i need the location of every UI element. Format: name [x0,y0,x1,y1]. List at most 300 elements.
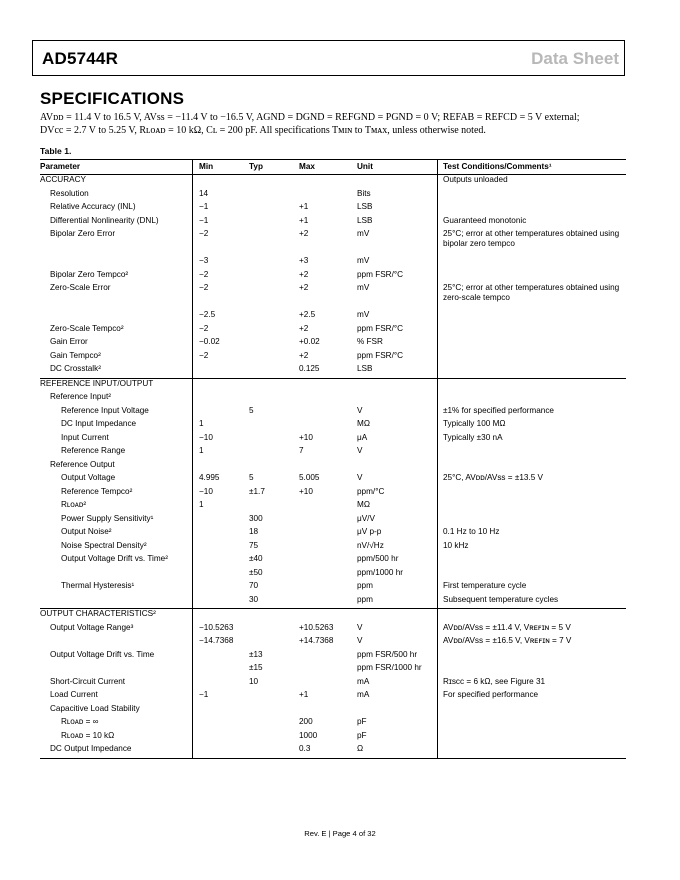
table-row [40,744,626,758]
cell-parameter [40,256,193,270]
cell-max [299,406,357,420]
cell-max [299,378,357,392]
table-row [40,704,626,718]
table-row [40,351,626,365]
cell-unit: mV [357,229,438,256]
cell-max [299,175,357,189]
cell-conditions [438,568,627,582]
cell-max [299,554,357,568]
part-number: AD5744R [42,49,119,68]
cell-typ [249,446,299,460]
table-row [40,527,626,541]
cell-min: −2 [199,283,209,292]
table-row [40,731,626,745]
cell-conditions: For specified performance [443,690,539,699]
cell-conditions [438,554,627,568]
cell-unit: V [357,446,438,460]
cell-min: −10 [199,432,213,442]
cell-max: 0.3 [299,744,357,758]
cell-conditions [438,310,627,324]
cell-parameter [40,554,193,568]
table-row [40,324,626,338]
cell-unit: Bits [357,189,438,203]
cell-unit: ppm [357,581,438,595]
parameter-label: Rʟᴏᴀᴅ = 10 kΩ [61,730,115,740]
cell-parameter [40,623,193,637]
cell-min: 1 [199,419,204,428]
column-header-max: Max [299,162,315,171]
table-row [40,717,626,731]
cell-typ [249,378,299,392]
parameter-label: Reference Range [61,446,126,455]
cell-min [193,581,250,595]
cell-unit: LSB [357,364,438,378]
cell-typ: 10 [249,676,259,686]
cell-typ: ±50 [249,567,263,577]
table-section-row [40,609,626,623]
cell-min: −1 [199,215,209,225]
table-row [40,337,626,351]
cell-max [299,189,357,203]
cell-max: +2 [299,283,309,292]
cell-typ [249,609,299,623]
cell-min: −3 [199,256,209,265]
cell-unit: mA [357,690,438,704]
cell-typ [249,704,299,718]
table-row [40,229,626,256]
cell-conditions: 25°C; error at other temperatures obtained using bipolar zero tempco [443,229,620,248]
cell-max [299,677,357,691]
parameter-label: Gain Tempco² [50,350,101,360]
cell-parameter [40,487,193,501]
parameter-label: ACCURACY [40,175,86,184]
table-row [40,283,626,310]
table-row [40,419,626,433]
cell-max: +1 [299,202,309,211]
cell-min [193,663,250,677]
parameter-label: Bipolar Zero Error [50,229,116,238]
cell-min: −2 [199,269,209,279]
cell-parameter [40,337,193,351]
cell-conditions [438,717,627,731]
cell-parameter [40,717,193,731]
cell-max [299,581,357,595]
parameter-label: DC Input Impedance [61,419,137,428]
cell-typ [249,623,299,637]
parameter-label: Load Current [50,690,98,699]
parameter-label: Gain Error [50,337,88,346]
cell-typ [249,690,299,704]
cell-max: 5.005 [299,473,320,482]
cell-parameter [40,419,193,433]
cell-max [299,650,357,664]
table-row [40,256,626,270]
cell-typ: 75 [249,540,259,550]
cell-unit: ppm FSR/°C [357,351,438,365]
cell-typ: 5 [249,473,254,482]
cell-conditions: AVᴅᴅ/AVss = ±11.4 V, Vʀᴇꜰɪɴ = 5 V [443,622,571,632]
cell-conditions [438,337,627,351]
parameter-label: Power Supply Sensitivity¹ [61,513,154,523]
cell-unit: ppm FSR/°C [357,270,438,284]
cell-min: −2 [199,323,209,333]
cell-max: +0.02 [299,337,320,346]
cell-max [299,568,357,582]
parameter-label: Zero-Scale Tempco² [50,323,124,333]
page-footer: Rev. E | Page 4 of 32 [304,829,376,838]
cell-unit: % FSR [357,337,438,351]
cell-typ [249,392,299,406]
cell-conditions: First temperature cycle [443,581,527,590]
cell-typ: ±13 [249,649,263,659]
cell-parameter [40,636,193,650]
section-title: SPECIFICATIONS [40,89,185,108]
cell-parameter [40,541,193,555]
cell-min: 4.995 [199,473,220,482]
cell-typ [249,202,299,216]
cell-min [193,744,250,758]
parameter-label: Reference Tempco² [61,486,133,496]
table-row [40,364,626,378]
cell-conditions [438,189,627,203]
cell-typ [249,717,299,731]
table-title: Table 1. [40,146,72,156]
cell-min [193,378,250,392]
cell-max: +2 [299,350,309,360]
cell-unit: ppm/°C [357,487,438,501]
cell-unit: MΩ [357,419,438,433]
document-type: Data Sheet [531,49,619,68]
parameter-label: Rʟᴏᴀᴅ² [61,500,87,509]
cell-conditions [438,704,627,718]
cell-conditions [438,487,627,501]
table-row [40,433,626,447]
parameter-label: Output Voltage Drift vs. Time² [61,554,168,563]
cell-unit: ppm/500 hr [357,554,438,568]
cell-conditions [438,663,627,677]
cell-min [193,677,250,691]
cell-max: +10 [299,486,313,496]
cell-typ: 30 [249,594,259,604]
cell-conditions [438,378,627,392]
cell-parameter [40,216,193,230]
cell-parameter [40,568,193,582]
cell-conditions [438,351,627,365]
cell-parameter [40,650,193,664]
cell-max [299,704,357,718]
cell-parameter [40,744,193,758]
cell-max: +2.5 [299,310,316,319]
cell-min: −2 [199,350,209,360]
cell-unit [357,609,438,623]
parameter-label: REFERENCE INPUT/OUTPUT [40,378,154,388]
table-row [40,595,626,609]
cell-unit: μV p-p [357,527,438,541]
cell-max: 1000 [299,730,318,740]
parameter-label: Short-Circuit Current [50,676,126,686]
cell-typ [249,270,299,284]
parameter-label: Input Current [61,432,109,442]
column-header-min: Min [199,162,214,171]
cell-max [299,609,357,623]
cell-unit: nV/√Hz [357,541,438,555]
cell-max [299,500,357,514]
cell-typ [249,189,299,203]
cell-typ: 70 [249,581,259,590]
cell-max [299,460,357,474]
cell-conditions [438,392,627,406]
cell-min: −10 [199,486,213,496]
cell-typ [249,364,299,378]
cell-min [193,527,250,541]
cell-parameter [40,731,193,745]
cell-typ [249,460,299,474]
parameter-label: OUTPUT CHARACTERISTICS² [40,609,156,618]
cell-conditions: ±1% for specified performance [443,405,554,415]
cell-typ: ±40 [249,554,263,563]
cell-max [299,595,357,609]
conditions-line-2: DVcc = 2.7 V to 5.25 V, Rʟᴏᴀᴅ = 10 kΩ, Cʟ = 200 pF. All specifications Tᴍɪɴ to Tᴍᴀx, unless otherwise noted. [40,125,486,136]
table-row [40,473,626,487]
parameter-label: Bipolar Zero Tempco² [50,269,129,279]
cell-min [193,460,250,474]
cell-conditions: Outputs unloaded [438,175,627,189]
test-conditions [40,111,610,137]
cell-min [193,568,250,582]
cell-min: −10.5263 [199,622,234,632]
cell-unit: mV [357,283,438,310]
cell-conditions: Subsequent temperature cycles [443,594,559,604]
cell-parameter [40,324,193,338]
cell-conditions: 0.1 Hz to 10 Hz [443,527,500,536]
cell-conditions [438,460,627,474]
table-row [40,677,626,691]
parameter-label: DC Crosstalk² [50,364,101,373]
cell-min [193,609,250,623]
cell-max: +2 [299,229,309,238]
parameter-label: Rʟᴏᴀᴅ = ∞ [61,717,99,726]
cell-conditions: Typically 100 MΩ [443,419,506,428]
cell-conditions [438,270,627,284]
cell-typ [249,256,299,270]
cell-min: −1 [199,202,209,211]
cell-parameter [40,609,193,623]
cell-unit: ppm FSR/°C [357,324,438,338]
table-row [40,392,626,406]
cell-unit [357,378,438,392]
cell-min: −14.7368 [199,636,234,645]
cell-max [299,527,357,541]
parameter-label: Output Noise² [61,527,112,536]
cell-max: 0.125 [299,364,320,373]
cell-parameter [40,392,193,406]
cell-parameter [40,500,193,514]
cell-typ [249,731,299,745]
cell-parameter [40,690,193,704]
cell-conditions: 10 kHz [443,540,469,550]
table-row [40,690,626,704]
cell-typ [249,419,299,433]
cell-parameter [40,446,193,460]
cell-parameter [40,202,193,216]
cell-parameter [40,351,193,365]
parameter-label: Output Voltage [61,473,116,482]
cell-unit: LSB [357,202,438,216]
cell-typ: 5 [249,405,254,415]
cell-parameter [40,473,193,487]
cell-max: +1 [299,215,309,225]
cell-typ [249,324,299,338]
parameter-label: Noise Spectral Density² [61,540,147,550]
cell-conditions [438,609,627,623]
cell-parameter [40,460,193,474]
cell-unit [357,175,438,189]
cell-unit: Ω [357,744,438,758]
column-header-parameter: Parameter [40,160,193,175]
parameter-label: Reference Output [50,459,115,469]
table-row [40,487,626,501]
cell-min: 1 [199,500,204,509]
cell-min [193,406,250,420]
cell-min: −0.02 [199,337,220,346]
cell-conditions: 25°C; error at other temperatures obtained using zero-scale tempco [443,283,620,302]
cell-unit: mV [357,256,438,270]
cell-unit: μV/V [357,514,438,528]
cell-parameter [40,595,193,609]
cell-unit: ppm FSR/500 hr [357,650,438,664]
cell-unit [357,704,438,718]
cell-unit: mV [357,310,438,324]
table-row [40,216,626,230]
table-row [40,202,626,216]
cell-parameter [40,527,193,541]
cell-parameter [40,406,193,420]
cell-typ [249,216,299,230]
cell-min [193,364,250,378]
parameter-label: Capacitive Load Stability [50,703,140,713]
cell-parameter [40,283,193,310]
parameter-label: Output Voltage Drift vs. Time [50,649,155,659]
cell-min [193,541,250,555]
cell-max [299,541,357,555]
cell-unit: pF [357,731,438,745]
cell-typ [249,283,299,310]
cell-conditions [438,324,627,338]
cell-unit: mA [357,677,438,691]
cell-parameter [40,704,193,718]
cell-min [193,595,250,609]
table-row [40,514,626,528]
cell-min: 1 [199,446,204,455]
table-section-row [40,378,626,392]
cell-max: +2 [299,269,309,279]
cell-parameter [40,663,193,677]
cell-typ: ±15 [249,663,263,672]
column-header-typ: Typ [249,162,263,171]
cell-min [193,514,250,528]
cell-max: 7 [299,446,304,455]
cell-conditions [438,744,627,758]
cell-unit: V [357,636,438,650]
column-header-unit: Unit [357,160,438,175]
table-row [40,623,626,637]
cell-conditions [438,256,627,270]
cell-max: +3 [299,256,309,265]
parameter-label: Differential Nonlinearity (DNL) [50,215,159,225]
cell-typ [249,351,299,365]
cell-typ [249,744,299,758]
parameter-label: Relative Accuracy (INL) [50,202,136,211]
parameter-label: Thermal Hysteresis¹ [61,581,135,590]
cell-min [193,731,250,745]
cell-typ [249,636,299,650]
cell-conditions: Typically ±30 nA [443,432,503,442]
cell-typ: 18 [249,527,259,536]
cell-conditions [438,364,627,378]
cell-max: +10 [299,432,313,442]
parameter-label: Resolution [50,188,89,198]
parameter-label: Reference Input² [50,392,111,401]
cell-conditions: Guaranteed monotonic [443,215,527,225]
cell-typ [249,337,299,351]
cell-unit: ppm FSR/1000 hr [357,663,438,677]
cell-parameter [40,175,193,189]
table-row [40,310,626,324]
cell-max: +14.7368 [299,636,334,645]
table-row [40,581,626,595]
cell-conditions [438,731,627,745]
cell-max: +2 [299,323,309,333]
cell-conditions: 25°C, AVᴅᴅ/AVss = ±13.5 V [443,473,544,482]
cell-typ: 300 [249,513,263,523]
cell-min: −1 [199,690,209,699]
table-row [40,500,626,514]
cell-unit: ppm [357,595,438,609]
cell-max: +10.5263 [299,622,334,632]
cell-max: +1 [299,690,309,699]
table-row [40,541,626,555]
cell-parameter [40,378,193,392]
cell-unit: V [357,406,438,420]
cell-min [193,392,250,406]
cell-unit: ppm/1000 hr [357,568,438,582]
cell-parameter [40,581,193,595]
parameter-label: Output Voltage Range³ [50,622,134,632]
cell-max [299,419,357,433]
cell-conditions [438,202,627,216]
cell-max [299,663,357,677]
table-row [40,568,626,582]
cell-parameter [40,189,193,203]
cell-typ [249,500,299,514]
table-row [40,650,626,664]
cell-unit: pF [357,717,438,731]
page-header [32,40,625,76]
cell-conditions: Rɪsᴄᴄ = 6 kΩ, see Figure 31 [443,676,546,686]
cell-unit: V [357,473,438,487]
cell-unit: MΩ [357,500,438,514]
cell-parameter [40,433,193,447]
cell-typ [249,229,299,256]
cell-conditions: AVᴅᴅ/AVss = ±16.5 V, Vʀᴇꜰɪɴ = 7 V [443,636,572,645]
cell-min [193,175,250,189]
cell-conditions [438,446,627,460]
parameter-label: DC Output Impedance [50,744,132,753]
table-row [40,636,626,650]
table-header-row [40,160,626,175]
cell-unit [357,392,438,406]
parameter-label: Zero-Scale Error [50,283,111,292]
